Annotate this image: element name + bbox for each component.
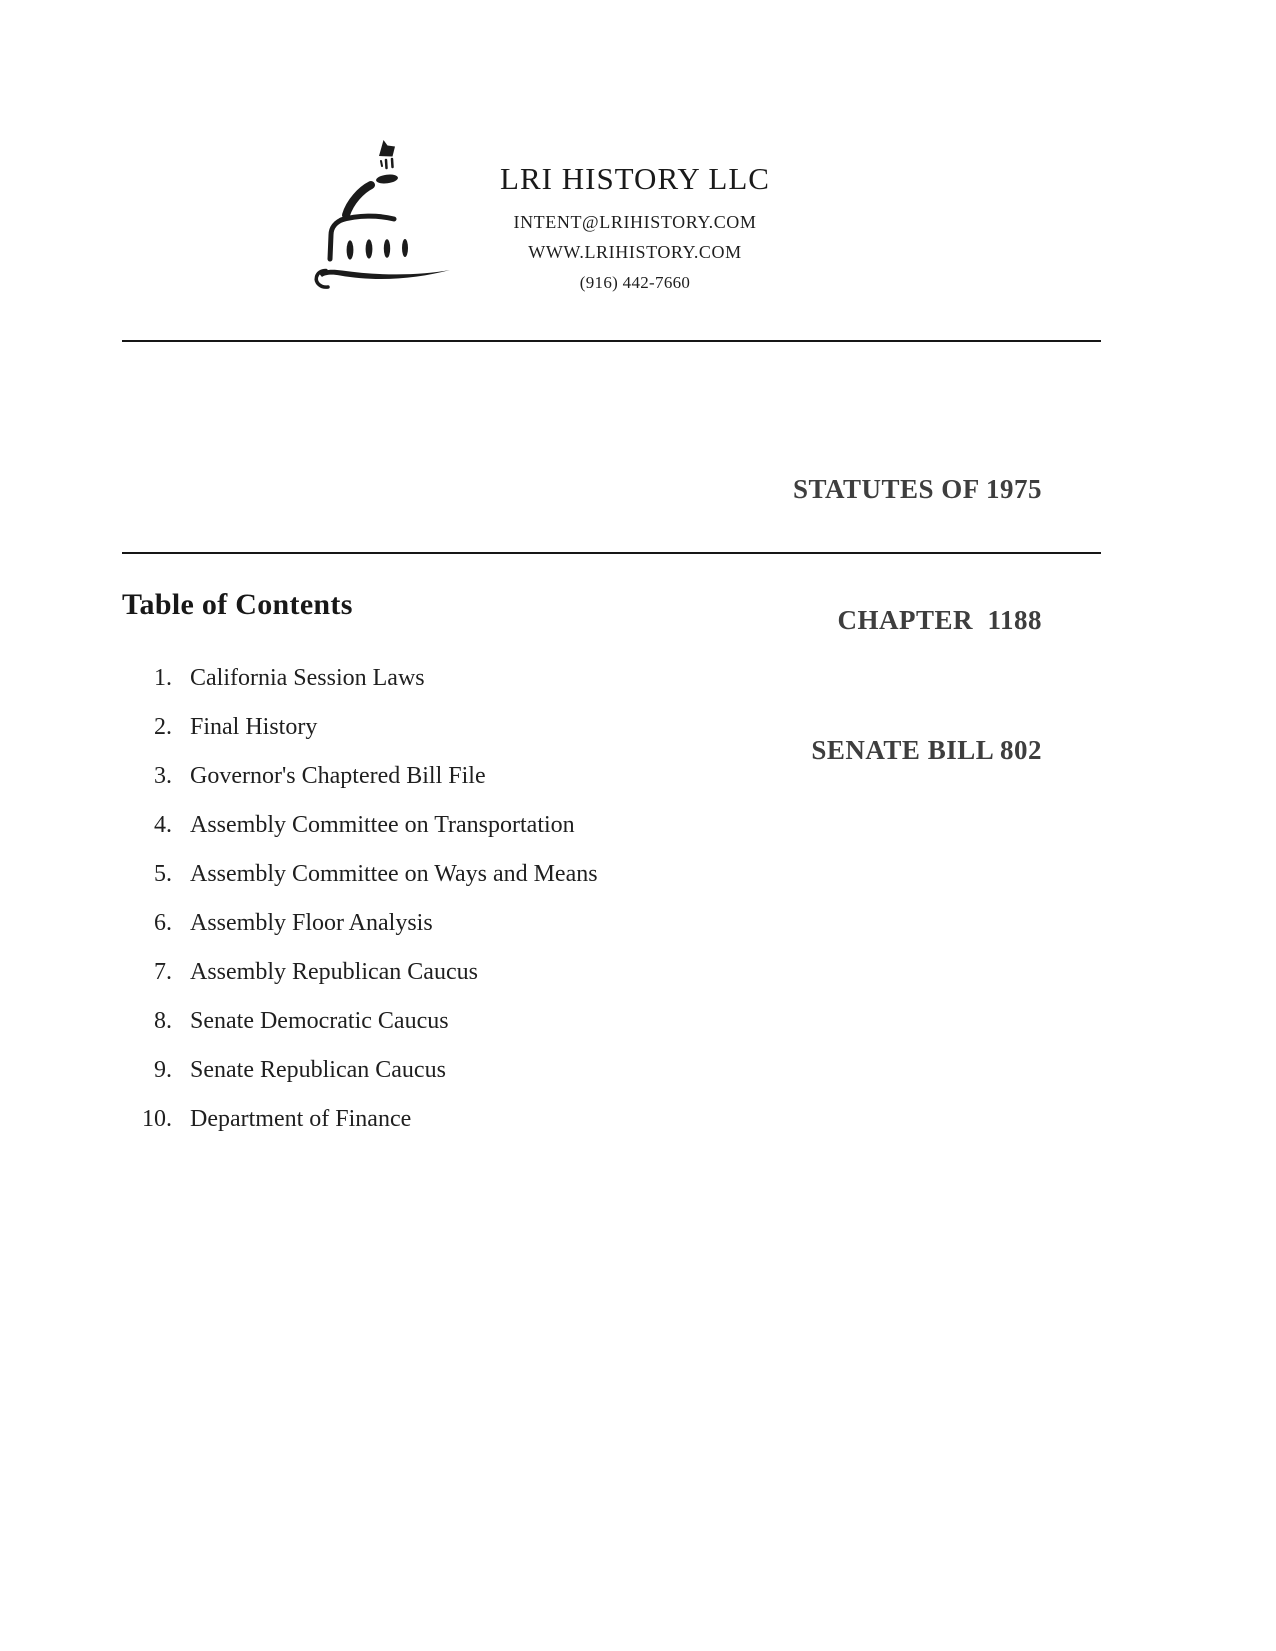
toc-item: [118, 752, 598, 801]
toc-item-number: 6.: [154, 910, 172, 936]
toc-item-number: 8.: [154, 1008, 172, 1034]
toc-item: [118, 703, 598, 752]
company-website: WWW.LRIHISTORY.COM: [528, 242, 742, 262]
toc-item: [118, 801, 598, 850]
toc-item: [118, 850, 598, 899]
horizontal-rule-top: [122, 340, 1101, 342]
horizontal-rule-bottom: [122, 552, 1101, 554]
toc-item-label: Assembly Committee on Ways and Means: [190, 861, 598, 887]
toc-item-number: 5.: [154, 861, 172, 887]
toc-item-label: Assembly Floor Analysis: [190, 910, 433, 936]
toc-item-label: Senate Republican Caucus: [190, 1057, 446, 1083]
toc-item: [118, 1046, 598, 1095]
senate-bill-line: SENATE BILL 802: [811, 735, 1042, 765]
toc-item-number: 9.: [154, 1057, 172, 1083]
toc-item: [118, 948, 598, 997]
bill-reference-block: [793, 381, 1042, 860]
toc-item-label: Department of Finance: [190, 1106, 412, 1132]
toc-item-number: 1.: [154, 665, 172, 691]
toc-item-label: Assembly Committee on Transportation: [190, 812, 575, 838]
toc-title: Table of Contents: [122, 588, 353, 621]
toc-item-label: Senate Democratic Caucus: [190, 1008, 449, 1034]
toc-item-label: California Session Laws: [190, 665, 425, 691]
toc-list: [118, 654, 598, 1144]
company-name: LRI HISTORY LLC: [500, 161, 770, 196]
toc-item: [118, 654, 598, 703]
toc-item-number: 10.: [142, 1106, 172, 1132]
toc-item-number: 3.: [154, 763, 172, 789]
company-phone: (916) 442-7660: [579, 273, 691, 292]
letterhead: [455, 161, 815, 293]
chapter-line: CHAPTER 1188: [837, 604, 1042, 635]
toc-item: [118, 997, 598, 1046]
toc-item-number: 4.: [154, 812, 172, 838]
statutes-line: STATUTES OF 1975: [792, 474, 1042, 504]
toc-item: [118, 899, 598, 948]
toc-item-number: 7.: [154, 959, 172, 985]
toc-item-label: Governor's Chaptered Bill File: [190, 763, 486, 789]
toc-item-label: Assembly Republican Caucus: [190, 959, 478, 985]
toc-item-number: 2.: [154, 714, 172, 740]
capitol-dome-logo-icon: [288, 119, 456, 294]
toc-item-label: Final History: [190, 714, 318, 740]
company-email: INTENT@LRIHISTORY.COM: [513, 212, 757, 232]
toc-item: [118, 1095, 598, 1144]
